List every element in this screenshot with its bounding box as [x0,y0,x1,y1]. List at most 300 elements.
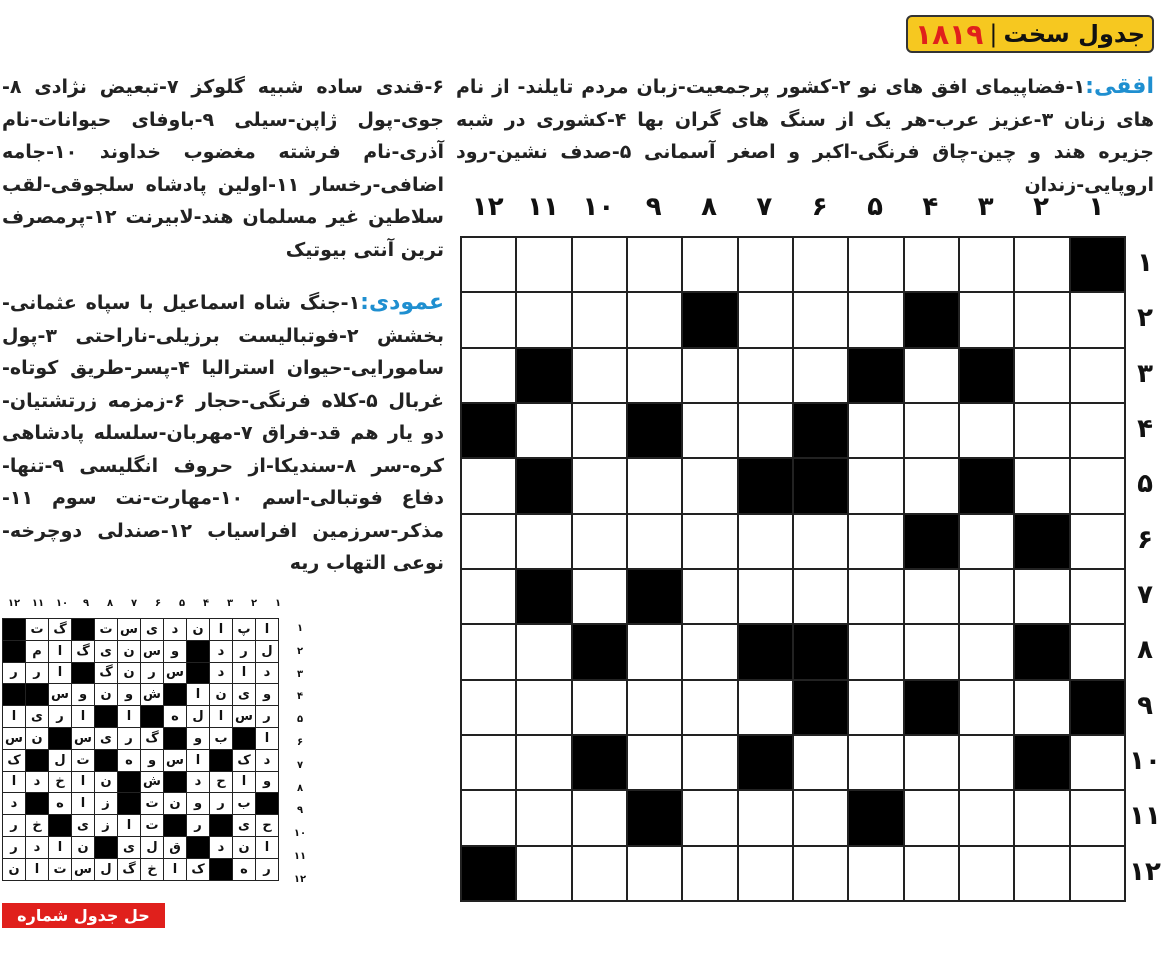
empty-cell[interactable] [627,514,682,569]
empty-cell[interactable] [1014,680,1069,735]
empty-cell[interactable] [461,735,516,790]
empty-cell[interactable] [627,458,682,513]
empty-cell[interactable] [572,458,627,513]
empty-cell[interactable] [682,680,737,735]
empty-cell[interactable] [738,680,793,735]
empty-cell[interactable] [572,514,627,569]
solution-letter-cell: و [141,749,164,771]
empty-cell[interactable] [1070,458,1125,513]
empty-cell[interactable] [682,403,737,458]
empty-cell[interactable] [1070,846,1125,901]
solution-black-cell [95,749,118,771]
solution-letter-cell: ر [187,815,210,837]
solution-row-number: ۴ [296,691,304,703]
solution-letter-cell: ن [210,684,233,706]
solution-black-cell [3,684,26,706]
solution-row [3,858,279,880]
solution-letter-cell: ا [26,858,49,880]
solution-letter-cell: ن [118,640,141,662]
solution-letter-cell: ا [3,706,26,728]
solution-black-cell [164,815,187,837]
grid-col-number: ۱۲ [471,192,504,222]
solution-letter-cell: ا [3,771,26,793]
solution-letter-cell: د [26,771,49,793]
empty-cell[interactable] [848,680,903,735]
grid-row-number: ۳ [1137,358,1153,389]
horizontal-clue-text: ۱-فضاپیمای افق های نو ۲-کشور پرجمعیت-زبان مردم تایلند- از نام های زنان ۳-عزیز عرب-هر یک از سنگ های گران بها ۴-کشوری در شبه جزیره هند و چین-چاق فرنگی-اکبر و اصغر آسمانی ۵-صدف نشین-رود اروپایی-زندان [456,76,1154,196]
solution-letter-cell: ن [72,836,95,858]
empty-cell[interactable] [959,514,1014,569]
solution-letter-cell: ر [3,836,26,858]
black-cell [1070,680,1125,735]
solution-letter-cell: گ [118,858,141,880]
empty-cell[interactable] [738,237,793,292]
solution-letter-cell: د [256,749,279,771]
solution-black-cell [210,815,233,837]
solution-letter-cell: ا [164,858,187,880]
black-cell [1014,624,1069,679]
black-cell [627,569,682,624]
solution-letter-cell: س [141,640,164,662]
solution-letter-cell: ر [49,706,72,728]
empty-cell[interactable] [959,624,1014,679]
empty-cell[interactable] [959,735,1014,790]
solution-letter-cell: ن [3,858,26,880]
empty-cell[interactable] [904,403,959,458]
empty-cell[interactable] [1014,292,1069,347]
solution-row [3,815,279,837]
solution-letter-cell: ن [233,836,256,858]
empty-cell[interactable] [627,846,682,901]
solution-black-cell [233,727,256,749]
empty-cell[interactable] [959,680,1014,735]
empty-cell[interactable] [461,514,516,569]
empty-cell[interactable] [1014,790,1069,845]
grid-row [461,458,1125,513]
empty-cell[interactable] [516,514,571,569]
black-cell [627,403,682,458]
empty-cell[interactable] [848,624,903,679]
solution-letter-cell: ی [233,684,256,706]
grid-row-number: ۱۱ [1129,801,1161,832]
empty-cell[interactable] [1070,735,1125,790]
empty-cell[interactable] [682,237,737,292]
grid-row [461,403,1125,458]
black-cell [461,846,516,901]
solution-row-number: ۸ [296,782,304,794]
empty-cell[interactable] [959,237,1014,292]
solution-letter-cell: ت [95,619,118,641]
grid-col-number: ۹ [645,192,662,222]
solution-letter-cell: ا [118,815,141,837]
solution-black-cell [164,684,187,706]
empty-cell[interactable] [461,569,516,624]
empty-cell[interactable] [682,846,737,901]
solution-col-number: ۱۰ [55,598,69,609]
solution-col-number: ۶ [154,598,162,609]
solution-letter-cell: س [3,727,26,749]
solution-black-cell [164,771,187,793]
solution-letter-cell: س [164,749,187,771]
solution-col-number: ۱۱ [31,598,45,609]
empty-cell[interactable] [1070,403,1125,458]
black-cell [1070,237,1125,292]
vertical-clue-text: ۱-جنگ شاه اسماعیل با سپاه عثمانی-بخشش ۲-فوتبالیست برزیلی-ناراحتی ۳-پول سامورایی-حیوان استرالیا ۴-پسر-طریق کوتاه-غربال ۵-کلاه فرنگی-حجار ۶-زمزمه زرتشتیان-دو یار هم قد-فراق ۷-مهربان-سلسله پادشاهی کره-سر ۸-سندیکا-از حروف انگلیسی ۹-تنها-دفاع فوتبالی-اسم ۱۰-مهارت-نت سوم ۱۱-مذکر-سرزمین افراسیاب ۱۲-صندلی دوچرخه-نوعی التهاب ریه [2,292,445,574]
empty-cell[interactable] [572,846,627,901]
solution-letter-cell: ا [210,706,233,728]
black-cell [959,458,1014,513]
solution-letter-cell: ن [95,684,118,706]
solution-label: حل جدول شماره ۱۸۱۸ [2,903,165,928]
solution-black-cell [118,793,141,815]
solution-row-number: ۶ [296,736,304,748]
empty-cell[interactable] [572,680,627,735]
black-cell [516,569,571,624]
solution-row [3,662,279,684]
solution-letter-cell: ا [256,727,279,749]
empty-cell[interactable] [1070,292,1125,347]
solution-letter-cell: م [26,640,49,662]
empty-cell[interactable] [461,624,516,679]
solution-letter-cell: س [233,706,256,728]
grid-col-number: ۱ [1088,192,1105,222]
empty-cell[interactable] [516,680,571,735]
vertical-clues [2,287,444,580]
solution-col-number: ۳ [226,598,234,609]
solution-letter-cell: ر [210,793,233,815]
empty-cell[interactable] [516,790,571,845]
solution-letter-cell: ر [256,706,279,728]
solution-letter-cell: ک [3,749,26,771]
empty-cell[interactable] [572,569,627,624]
solution-black-cell [3,619,26,641]
solution-letter-cell: ر [118,727,141,749]
grid-row-number: ۱۰ [1129,745,1161,776]
black-cell [904,292,959,347]
empty-cell[interactable] [848,292,903,347]
empty-cell[interactable] [848,403,903,458]
solution-col-number: ۱۲ [7,598,21,609]
solution-letter-cell: س [49,684,72,706]
solution-col-number: ۲ [250,598,258,609]
title-separator: | [989,20,998,48]
solution-letter-cell: ا [72,793,95,815]
solution-letter-cell: د [164,619,187,641]
empty-cell[interactable] [682,458,737,513]
empty-cell[interactable] [959,403,1014,458]
empty-cell[interactable] [848,569,903,624]
empty-cell[interactable] [904,237,959,292]
empty-cell[interactable] [461,348,516,403]
solution-row [3,749,279,771]
empty-cell[interactable] [904,348,959,403]
solution-black-cell [187,662,210,684]
black-cell [793,680,848,735]
solution-letter-cell: س [72,727,95,749]
empty-cell[interactable] [1014,458,1069,513]
solution-black-cell [256,793,279,815]
black-cell [738,735,793,790]
horizontal-clues-continued [2,71,444,266]
previous-solution-grid [2,618,279,881]
solution-row [3,793,279,815]
empty-cell[interactable] [793,790,848,845]
empty-cell[interactable] [1014,237,1069,292]
solution-letter-cell: ه [118,749,141,771]
empty-cell[interactable] [627,292,682,347]
empty-cell[interactable] [1014,403,1069,458]
solution-black-cell [118,771,141,793]
black-cell [848,790,903,845]
black-cell [516,458,571,513]
empty-cell[interactable] [793,846,848,901]
grid-row-number: ۲ [1137,303,1153,334]
solution-row [3,619,279,641]
empty-cell[interactable] [904,790,959,845]
empty-cell[interactable] [793,735,848,790]
empty-cell[interactable] [848,735,903,790]
solution-letter-cell: د [210,836,233,858]
solution-letter-cell: ا [210,619,233,641]
empty-cell[interactable] [738,348,793,403]
solution-black-cell [164,727,187,749]
empty-cell[interactable] [516,624,571,679]
empty-cell[interactable] [793,514,848,569]
solution-black-cell [26,684,49,706]
grid-row-number: ۸ [1137,635,1153,666]
empty-cell[interactable] [461,292,516,347]
empty-cell[interactable] [682,735,737,790]
solution-letter-cell: ی [95,727,118,749]
solution-letter-cell: د [210,662,233,684]
solution-row [3,727,279,749]
grid-row [461,735,1125,790]
empty-cell[interactable] [848,514,903,569]
empty-cell[interactable] [904,735,959,790]
empty-cell[interactable] [682,624,737,679]
grid-col-number: ۱۰ [582,192,615,222]
horizontal-clue-text-continued: ۶-قندی ساده شبیه گلوکز ۷-تبعیض نژادی ۸-جوی-پول ژاپن-سیلی ۹-باوفای حیوانات-نام آذری-نام فرشته مغضوب خداوند ۱۰-جامه اضافی-رخسار ۱۱-اولین پادشاه سلجوقی-لقب سلاطین غیر مسلمان هند-لابیرنت ۱۲-پرمصرف ترین آنتی بیوتیک [2,76,445,261]
empty-cell[interactable] [627,348,682,403]
grid-row-number: ۵ [1137,469,1153,500]
solution-letter-cell: ی [72,815,95,837]
empty-cell[interactable] [959,292,1014,347]
solution-black-cell [72,619,95,641]
solution-letter-cell: ت [141,793,164,815]
solution-letter-cell: د [256,662,279,684]
empty-cell[interactable] [738,846,793,901]
empty-cell[interactable] [1070,569,1125,624]
empty-cell[interactable] [461,458,516,513]
solution-letter-cell: د [3,793,26,815]
empty-cell[interactable] [848,458,903,513]
grid-row [461,790,1125,845]
solution-letter-cell: پ [233,619,256,641]
solution-letter-cell: د [210,640,233,662]
solution-row [3,684,279,706]
grid-row-number: ۴ [1137,413,1153,444]
solution-letter-cell: ح [210,771,233,793]
empty-cell[interactable] [1014,846,1069,901]
solution-col-number: ۹ [82,598,90,609]
solution-letter-cell: ا [118,706,141,728]
solution-row [3,771,279,793]
solution-black-cell [95,706,118,728]
empty-cell[interactable] [1070,348,1125,403]
solution-col-number: ۵ [178,598,186,609]
empty-cell[interactable] [682,348,737,403]
solution-letter-cell: گ [49,619,72,641]
empty-cell[interactable] [627,237,682,292]
grid-row [461,237,1125,292]
grid-row [461,514,1125,569]
black-cell [738,458,793,513]
solution-letter-cell: ل [141,836,164,858]
empty-cell[interactable] [904,624,959,679]
black-cell [516,348,571,403]
solution-letter-cell: ی [141,619,164,641]
solution-row-number: ۱ [296,623,304,634]
solution-black-cell [95,836,118,858]
grid-row-number: ۷ [1137,579,1153,610]
solution-letter-cell: ا [49,640,72,662]
solution-letter-cell: ا [72,771,95,793]
empty-cell[interactable] [1014,569,1069,624]
empty-cell[interactable] [682,569,737,624]
solution-letter-cell: و [187,727,210,749]
solution-black-cell [210,858,233,880]
empty-cell[interactable] [572,790,627,845]
grid-col-number: ۸ [701,192,717,222]
grid-col-number: ۶ [811,192,828,222]
empty-cell[interactable] [904,569,959,624]
empty-cell[interactable] [627,735,682,790]
grid-row [461,680,1125,735]
solution-letter-cell: ه [49,793,72,815]
vertical-heading: عمودی: [360,290,444,315]
solution-letter-cell: ر [26,662,49,684]
empty-cell[interactable] [516,735,571,790]
solution-black-cell [72,662,95,684]
solution-row-number: ۱۱ [293,850,307,862]
empty-cell[interactable] [738,292,793,347]
grid-row-number: ۱ [1137,248,1153,278]
solution-black-cell [26,749,49,771]
solution-letter-cell: ا [233,771,256,793]
empty-cell[interactable] [682,514,737,569]
grid-row-numbers [1127,236,1163,900]
empty-cell[interactable] [738,514,793,569]
solution-black-cell [210,749,233,771]
solution-letter-cell: ر [256,858,279,880]
empty-cell[interactable] [1070,790,1125,845]
empty-cell[interactable] [682,790,737,845]
solution-letter-cell: ت [72,749,95,771]
solution-letter-cell: ر [141,662,164,684]
solution-letter-cell: ن [164,793,187,815]
solution-black-cell [26,793,49,815]
grid-col-number: ۷ [756,192,773,222]
solution-letter-cell: ا [49,836,72,858]
solution-letter-cell: ا [72,706,95,728]
solution-letter-cell: ل [256,640,279,662]
black-cell [461,403,516,458]
solution-letter-cell: د [26,836,49,858]
black-cell [572,735,627,790]
grid-row [461,624,1125,679]
empty-cell[interactable] [461,790,516,845]
grid-row [461,569,1125,624]
solution-letter-cell: ل [49,749,72,771]
empty-cell[interactable] [572,292,627,347]
empty-cell[interactable] [516,237,571,292]
solution-letter-cell: ه [233,858,256,880]
empty-cell[interactable] [959,569,1014,624]
empty-cell[interactable] [848,237,903,292]
empty-cell[interactable] [738,403,793,458]
empty-cell[interactable] [848,846,903,901]
solution-row [3,706,279,728]
solution-letter-cell: ی [118,836,141,858]
empty-cell[interactable] [572,348,627,403]
solution-letter-cell: ا [256,619,279,641]
empty-cell[interactable] [516,403,571,458]
empty-cell[interactable] [793,292,848,347]
empty-cell[interactable] [904,846,959,901]
empty-cell[interactable] [793,569,848,624]
grid-column-numbers [460,192,1124,228]
solution-letter-cell: ش [141,771,164,793]
empty-cell[interactable] [1070,624,1125,679]
empty-cell[interactable] [461,237,516,292]
empty-cell[interactable] [959,846,1014,901]
empty-cell[interactable] [793,237,848,292]
grid-row [461,348,1125,403]
empty-cell[interactable] [516,292,571,347]
solution-row-number: ۱۲ [293,873,307,885]
empty-cell[interactable] [627,680,682,735]
solution-letter-cell: و [72,684,95,706]
empty-cell[interactable] [572,237,627,292]
black-cell [572,624,627,679]
black-cell [904,514,959,569]
empty-cell[interactable] [1014,348,1069,403]
solution-letter-cell: ن [95,771,118,793]
empty-cell[interactable] [1070,514,1125,569]
empty-cell[interactable] [738,790,793,845]
solution-row-number: ۵ [296,714,304,726]
empty-cell[interactable] [793,348,848,403]
grid-col-number: ۱۱ [527,192,559,222]
empty-cell[interactable] [627,624,682,679]
grid-row-number: ۱۲ [1129,856,1161,887]
empty-cell[interactable] [461,680,516,735]
empty-cell[interactable] [572,403,627,458]
empty-cell[interactable] [516,846,571,901]
solution-letter-cell: س [72,858,95,880]
empty-cell[interactable] [959,790,1014,845]
solution-letter-cell: ا [256,836,279,858]
solution-column-numbers [2,598,290,609]
empty-cell[interactable] [738,569,793,624]
solution-letter-cell: ک [187,858,210,880]
solution-black-cell [49,815,72,837]
solution-letter-cell: ی [95,640,118,662]
solution-letter-cell: ز [95,793,118,815]
solution-letter-cell: د [187,771,210,793]
grid-row [461,292,1125,347]
empty-cell[interactable] [904,458,959,513]
